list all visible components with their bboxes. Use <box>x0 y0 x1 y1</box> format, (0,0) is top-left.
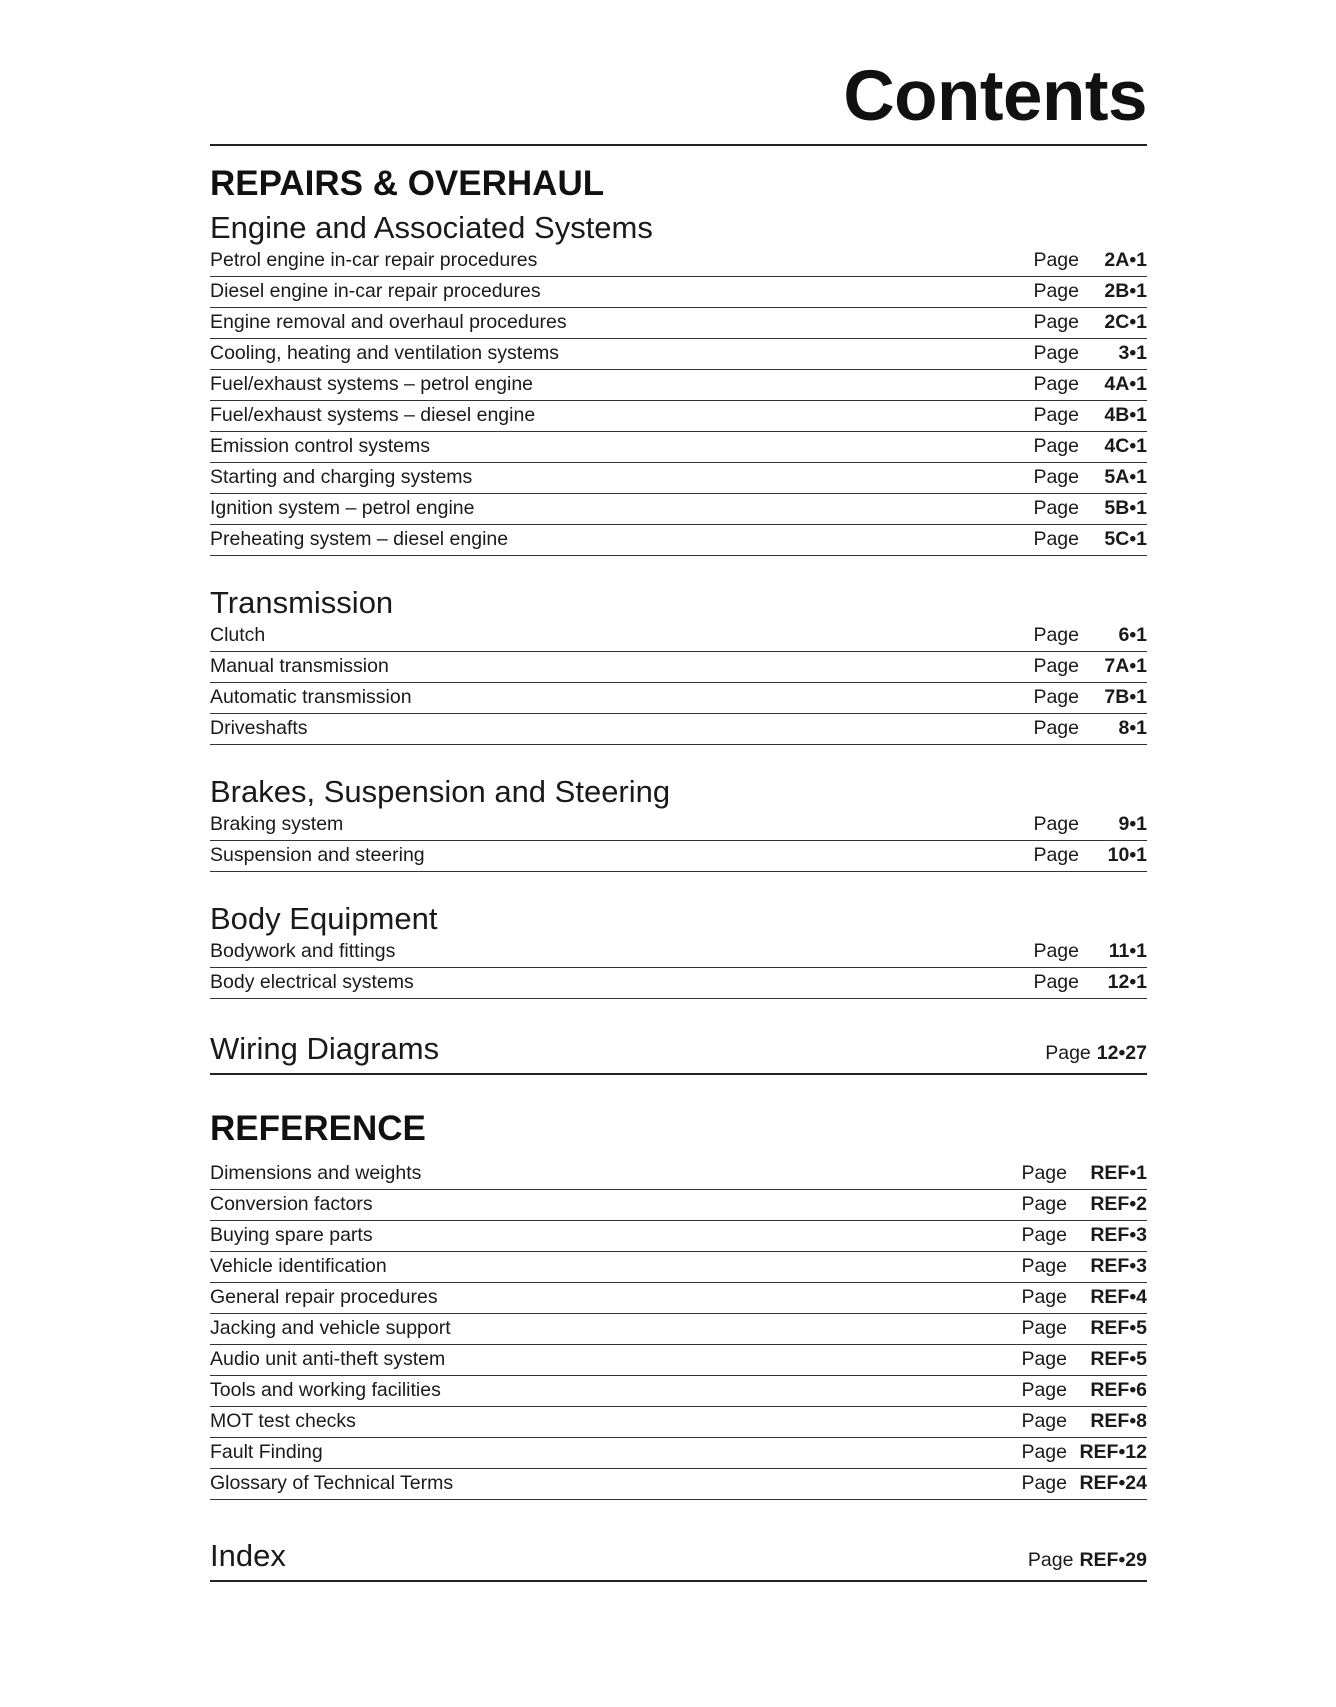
page-word: Page <box>1033 435 1079 457</box>
toc-entry[interactable] <box>210 621 1147 652</box>
entry-label: Conversion factors <box>210 1193 373 1215</box>
page-word: Page <box>1021 1410 1067 1432</box>
toc-list <box>210 810 1147 872</box>
entry-label: Glossary of Technical Terms <box>210 1472 454 1494</box>
page-ref: 4B•1 <box>1104 404 1147 426</box>
page-word: Page <box>1021 1162 1067 1184</box>
toc-entry[interactable] <box>210 1407 1147 1438</box>
page-ref: 2B•1 <box>1104 280 1147 302</box>
toc-entry[interactable] <box>210 1469 1147 1500</box>
section-body-equipment <box>210 901 1147 999</box>
entry-label: Jacking and vehicle support <box>210 1317 451 1339</box>
entry-label: Audio unit anti-theft system <box>210 1348 446 1370</box>
page-word: Page <box>1033 624 1079 646</box>
repairs-heading: REPAIRS & OVERHAUL <box>210 164 605 203</box>
entry-label: Fuel/exhaust systems – diesel engine <box>210 404 536 426</box>
page-word: Page <box>1033 655 1079 677</box>
toc-entry[interactable] <box>210 1438 1147 1469</box>
page-ref: 8•1 <box>1118 717 1147 739</box>
entry-label: Bodywork and fittings <box>210 940 396 962</box>
entry-label: Fuel/exhaust systems – petrol engine <box>210 373 534 395</box>
page-ref: 2C•1 <box>1104 311 1147 333</box>
page-word: Page <box>1033 971 1079 993</box>
page-word: Page <box>1021 1317 1067 1339</box>
entry-label: General repair procedures <box>210 1286 438 1308</box>
toc-entry[interactable] <box>210 339 1147 370</box>
entry-label: Petrol engine in-car repair procedures <box>210 249 538 271</box>
toc-entry[interactable] <box>210 1283 1147 1314</box>
page-ref: REF•3 <box>1090 1224 1147 1246</box>
page-word: Page <box>1033 813 1079 835</box>
title-divider <box>210 144 1147 146</box>
entry-label: Manual transmission <box>210 655 389 677</box>
toc-entry[interactable] <box>210 1376 1147 1407</box>
page-ref: REF•8 <box>1090 1410 1147 1432</box>
section-transmission <box>210 585 1147 745</box>
page-word: Page <box>1033 466 1079 488</box>
page-word: Page <box>1033 311 1079 333</box>
page-word: Page <box>1033 342 1079 364</box>
toc-entry[interactable] <box>210 1252 1147 1283</box>
toc-entry[interactable] <box>210 652 1147 683</box>
entry-label: Automatic transmission <box>210 686 412 708</box>
page-ref: 6•1 <box>1118 624 1147 646</box>
reference-heading: REFERENCE <box>210 1109 426 1148</box>
toc-list <box>210 246 1147 556</box>
entry-label: Preheating system – diesel engine <box>210 528 509 550</box>
section-brakes <box>210 774 1147 872</box>
page-word: Page <box>1033 373 1079 395</box>
entry-label: Emission control systems <box>210 435 430 457</box>
entry-label: Ignition system – petrol engine <box>210 497 475 519</box>
section-title: Brakes, Suspension and Steering <box>210 774 671 809</box>
page-ref: 10•1 <box>1107 844 1147 866</box>
toc-entry[interactable] <box>210 683 1147 714</box>
page-word: Page <box>1033 280 1079 302</box>
page-ref: 5A•1 <box>1104 466 1147 488</box>
page-word: Page <box>1027 1549 1074 1571</box>
page-ref: 4C•1 <box>1104 435 1147 457</box>
reference-list <box>210 1159 1147 1500</box>
toc-entry-wiring-diagrams[interactable] <box>210 1031 1147 1075</box>
section-engine <box>210 210 1147 556</box>
section-title: Transmission <box>210 585 394 620</box>
toc-list <box>210 621 1147 745</box>
page-ref: REF•24 <box>1079 1472 1147 1494</box>
page-ref: 11•1 <box>1108 940 1147 962</box>
page-ref: REF•1 <box>1090 1162 1147 1184</box>
toc-entry-index[interactable] <box>210 1538 1147 1582</box>
toc-entry[interactable] <box>210 308 1147 339</box>
page-ref: 9•1 <box>1118 813 1147 835</box>
page-ref: 12•27 <box>1096 1042 1147 1064</box>
entry-title: Wiring Diagrams <box>210 1031 440 1066</box>
toc-entry[interactable] <box>210 1345 1147 1376</box>
page-word: Page <box>1033 528 1079 550</box>
toc-entry[interactable] <box>210 1190 1147 1221</box>
toc-entry[interactable] <box>210 714 1147 745</box>
entry-title: Index <box>210 1538 286 1573</box>
page-ref: REF•12 <box>1079 1441 1147 1463</box>
page-word: Page <box>1033 249 1079 271</box>
toc-entry[interactable] <box>210 841 1147 872</box>
section-title: Engine and Associated Systems <box>210 210 653 245</box>
toc-entry[interactable] <box>210 432 1147 463</box>
entry-label: Engine removal and overhaul procedures <box>210 311 567 333</box>
entry-label: Braking system <box>210 813 344 835</box>
page-title: Contents <box>843 57 1147 136</box>
entry-label: Cooling, heating and ventilation systems <box>210 342 560 364</box>
page-word: Page <box>1021 1472 1067 1494</box>
contents-body <box>210 55 1147 1582</box>
entry-label: Driveshafts <box>210 717 308 739</box>
page-word: Page <box>1033 686 1079 708</box>
entry-label: Tools and working facilities <box>210 1379 441 1401</box>
toc-entry[interactable] <box>210 1314 1147 1345</box>
page-word: Page <box>1021 1224 1067 1246</box>
page-word: Page <box>1021 1348 1067 1370</box>
page-word: Page <box>1021 1379 1067 1401</box>
entry-label: MOT test checks <box>210 1410 356 1432</box>
page-ref: 7B•1 <box>1104 686 1147 708</box>
page-ref: REF•3 <box>1090 1255 1147 1277</box>
toc-entry[interactable] <box>210 277 1147 308</box>
page-ref: REF•5 <box>1090 1348 1147 1370</box>
toc-list <box>210 937 1147 999</box>
entry-label: Diesel engine in-car repair procedures <box>210 280 541 302</box>
page-word: Page <box>1033 940 1079 962</box>
entry-label: Buying spare parts <box>210 1224 373 1246</box>
toc-entry[interactable] <box>210 525 1147 556</box>
entry-label: Fault Finding <box>210 1441 323 1463</box>
page-ref: REF•4 <box>1090 1286 1147 1308</box>
page-word: Page <box>1033 497 1079 519</box>
page-ref: REF•6 <box>1090 1379 1147 1401</box>
page-word: Page <box>1033 404 1079 426</box>
page-ref: 5C•1 <box>1104 528 1147 550</box>
page-word: Page <box>1021 1441 1067 1463</box>
entry-label: Starting and charging systems <box>210 466 473 488</box>
page-word: Page <box>1021 1193 1067 1215</box>
entry-label: Dimensions and weights <box>210 1162 422 1184</box>
page-ref: REF•2 <box>1090 1193 1147 1215</box>
page-word: Page <box>1045 1042 1091 1064</box>
page-word: Page <box>1033 717 1079 739</box>
entry-label: Vehicle identification <box>210 1255 387 1277</box>
section-title: Body Equipment <box>210 901 438 936</box>
page-ref: 5B•1 <box>1104 497 1147 519</box>
toc-entry[interactable] <box>210 1221 1147 1252</box>
page-ref: 4A•1 <box>1104 373 1147 395</box>
entry-label: Suspension and steering <box>210 844 425 866</box>
page-ref: 7A•1 <box>1104 655 1147 677</box>
toc-entry[interactable] <box>210 463 1147 494</box>
page-word: Page <box>1021 1255 1067 1277</box>
page-ref: REF•5 <box>1090 1317 1147 1339</box>
entry-label: Body electrical systems <box>210 971 414 993</box>
page-ref: 2A•1 <box>1104 249 1147 271</box>
toc-entry[interactable] <box>210 246 1147 277</box>
toc-entry[interactable] <box>210 968 1147 999</box>
toc-entry[interactable] <box>210 810 1147 841</box>
toc-entry[interactable] <box>210 401 1147 432</box>
toc-entry[interactable] <box>210 370 1147 401</box>
toc-entry[interactable] <box>210 494 1147 525</box>
page-ref: 3•1 <box>1118 342 1147 364</box>
page-word: Page <box>1021 1286 1067 1308</box>
toc-entry[interactable] <box>210 937 1147 968</box>
page-ref: 12•1 <box>1107 971 1147 993</box>
page-word: Page <box>1033 844 1079 866</box>
page-ref: REF•29 <box>1079 1549 1147 1571</box>
toc-entry[interactable] <box>210 1159 1147 1190</box>
entry-label: Clutch <box>210 624 266 646</box>
